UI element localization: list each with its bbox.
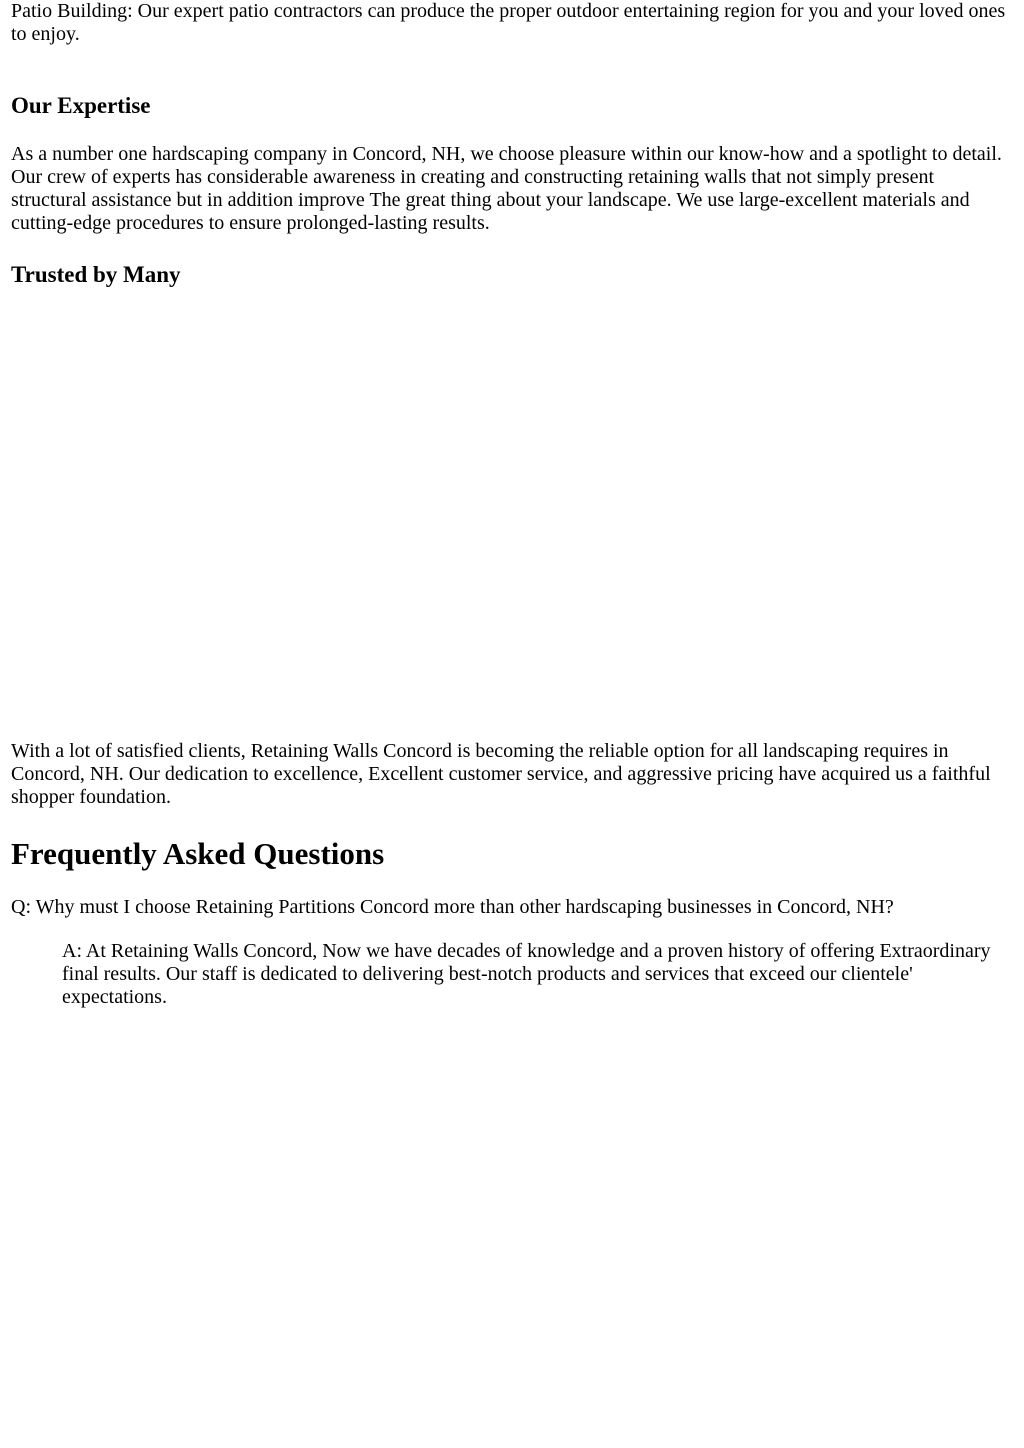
faq-heading: Frequently Asked Questions: [11, 836, 385, 871]
faq-answer: A: At Retaining Walls Concord, Now we have decades of knowledge and a proven history of offering Extraordinary final results. Our staff is dedicated to delivering best-notch products and services that exceed our clientele' expectations.: [62, 940, 991, 1008]
expertise-paragraph: As a number one hardscaping company in Concord, NH, we choose pleasure within our know-how and a spotlight to detail. Our crew of experts has considerable awareness in creating and constructing retaining walls that not simply present structural assistance but in addition improve The great thing about your landscape. We use large-excellent materials and cutting-edge procedures to ensure prolonged-lasting results.: [11, 143, 1002, 234]
expertise-heading: Our Expertise: [11, 93, 151, 118]
blank-embed-area: [11, 300, 1011, 730]
trusted-paragraph: With a lot of satisfied clients, Retaining Walls Concord is becoming the reliable option for all landscaping requires in Concord, NH. Our dedication to excellence, Excellent customer service, and aggressive pricing have acquired us a faithful shopper foundation.: [11, 740, 991, 808]
trusted-heading: Trusted by Many: [11, 262, 181, 287]
faq-question: Q: Why must I choose Retaining Partitions Concord more than other hardscaping businesses in Concord, NH?: [11, 896, 894, 918]
intro-paragraph: Patio Building: Our expert patio contractors can produce the proper outdoor entertaining region for you and your loved ones to enjoy.: [11, 0, 1006, 45]
